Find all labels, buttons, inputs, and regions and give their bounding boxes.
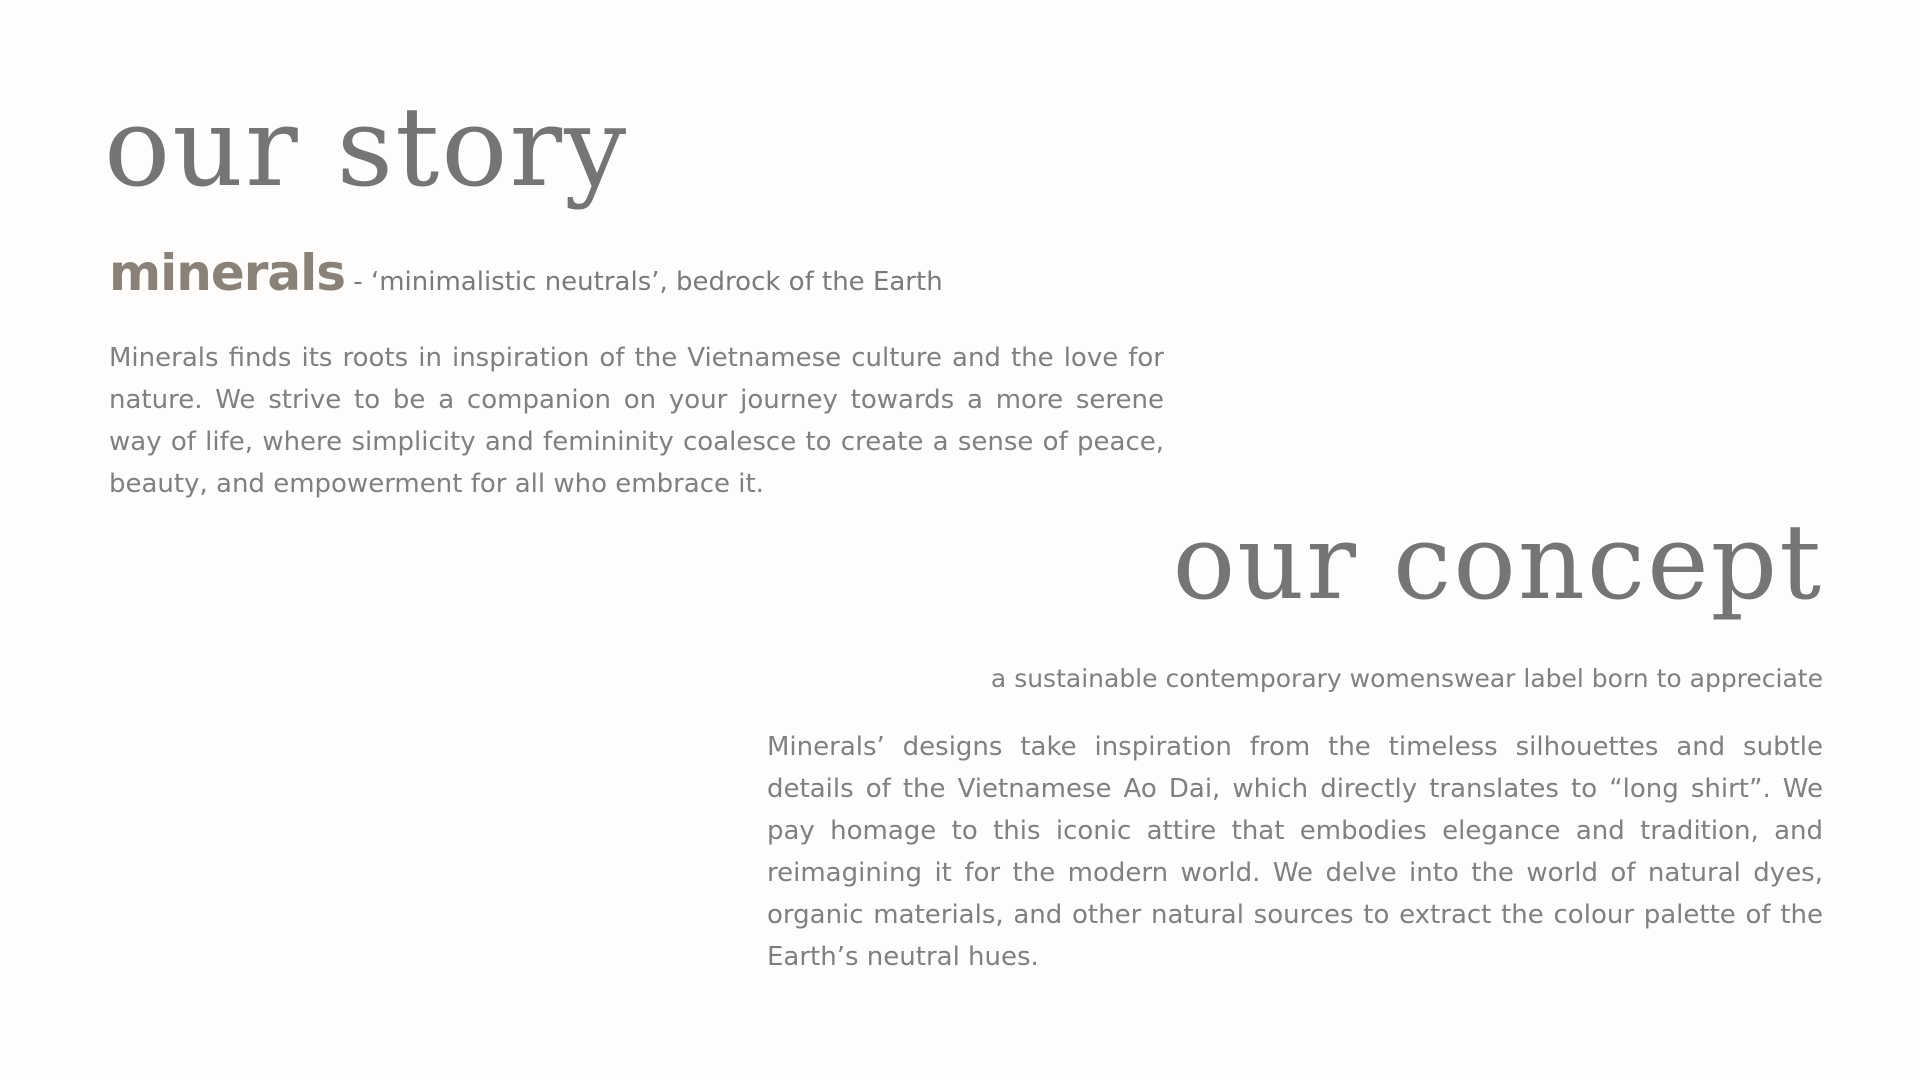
concept-tagline: a sustainable contemporary womenswear label born to appreciate [990, 664, 1823, 693]
our-concept-heading: our concept [1172, 501, 1823, 623]
our-story-heading: our story [104, 83, 629, 211]
brand-name: minerals [109, 244, 346, 302]
our-concept-paragraph: Minerals’ designs take inspiration from the timeless silhouettes and subtle details of the Vietnamese Ao Dai, which directly translates to “long shirt”. We pay homage to this iconic attire that embodies elegance and tradition, and reimagining it for the modern world. We delve into the world of natural dyes, organic materials, and other natural sources to extract the colour palette of the Earth’s neutral hues. [767, 732, 1823, 972]
our-story-paragraph: Minerals finds its roots in inspiration of the Vietnamese culture and the love for nature. We strive to be a companion on your journey towards a more serene way of life, where simplicity and femininity coalesce to create a sense of peace, beauty, and empowerment for all who embrace it. [109, 343, 1164, 499]
brand-line [109, 244, 943, 302]
brand-tagline: - ‘minimalistic neutrals’, bedrock of the Earth [345, 267, 943, 297]
